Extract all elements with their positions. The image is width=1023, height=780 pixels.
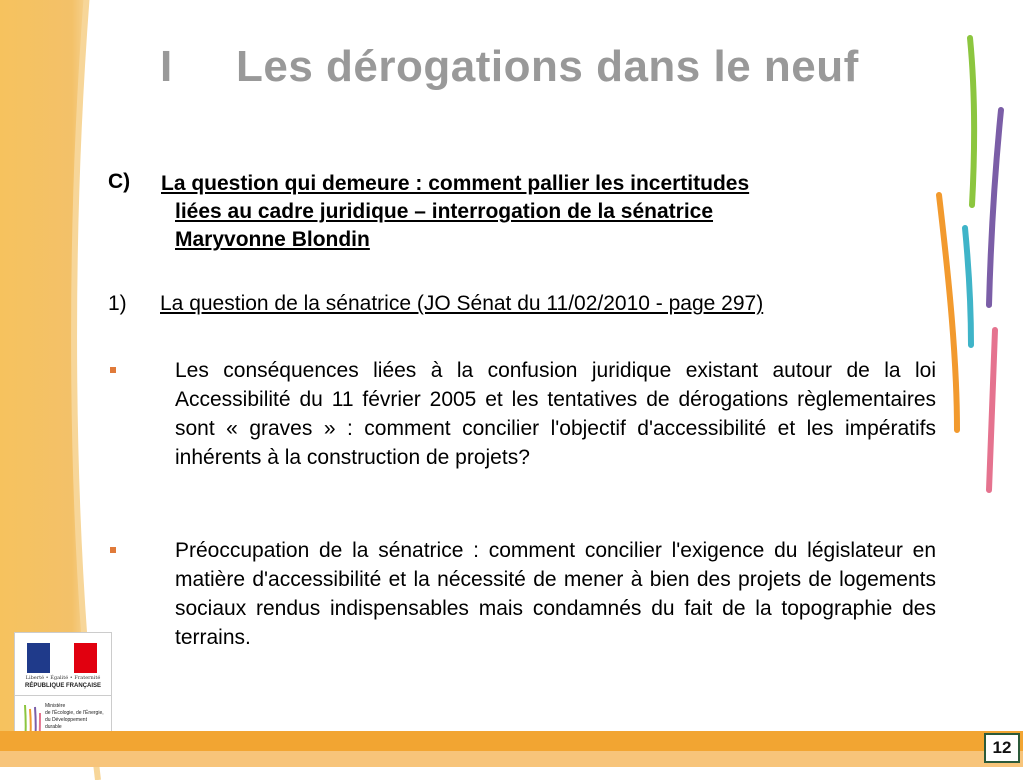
- logo-divider: [15, 695, 111, 696]
- ministry-name: Ministère de l'Écologie, de l'Énergie, du Développement durable: [45, 703, 104, 730]
- colored-strokes-decoration: [925, 30, 1015, 500]
- heading-line-2: liées au cadre juridique – interrogation de la sénatrice: [175, 200, 714, 223]
- bullet-square-icon: [110, 367, 116, 373]
- question-marker: 1): [108, 292, 127, 315]
- question-text: La question de la sénatrice (JO Sénat du 11/02/2010 - page 297): [160, 292, 764, 315]
- question-heading: [108, 292, 763, 316]
- page-number: 12: [984, 733, 1020, 763]
- slide-title: [160, 42, 859, 92]
- logo-republic: RÉPUBLIQUE FRANÇAISE: [24, 683, 101, 689]
- section-c-marker: C): [108, 170, 131, 193]
- bullet-text-2: Préoccupation de la sénatrice : comment concilier l'exigence du législateur en matière d'accessibilité et la nécessité de mener à bien des projets de logements sociaux rendus indispensables mais condamnés du fait de la topographie des terrains.: [175, 539, 936, 649]
- section-c-heading: [108, 170, 898, 254]
- bullet-item-2: [110, 536, 936, 652]
- bullet-text-1: Les conséquences liées à la confusion juridique existant autour de la loi Accessibilité du 11 février 2005 et les tentatives de dérogations règlementaires sont « graves » : comment concilier l'objectif d'accessibilité et les impératifs inhérents à la construction de projets?: [175, 359, 936, 469]
- french-flag-icon: [27, 643, 97, 673]
- heading-line-3: Maryvonne Blondin: [175, 228, 370, 251]
- title-number: I: [160, 42, 173, 91]
- title-text: Les dérogations dans le neuf: [236, 42, 859, 91]
- heading-line-1: La question qui demeure : comment pallier les incertitudes: [161, 172, 750, 195]
- bullet-square-icon: [110, 547, 116, 553]
- footer-bar: [0, 731, 1023, 751]
- bullet-item-1: [110, 356, 936, 472]
- section-c-heading-text: [161, 170, 898, 254]
- footer-bar-lower: [0, 751, 1023, 767]
- logo-motto: Liberté • Égalité • Fraternité: [25, 675, 101, 681]
